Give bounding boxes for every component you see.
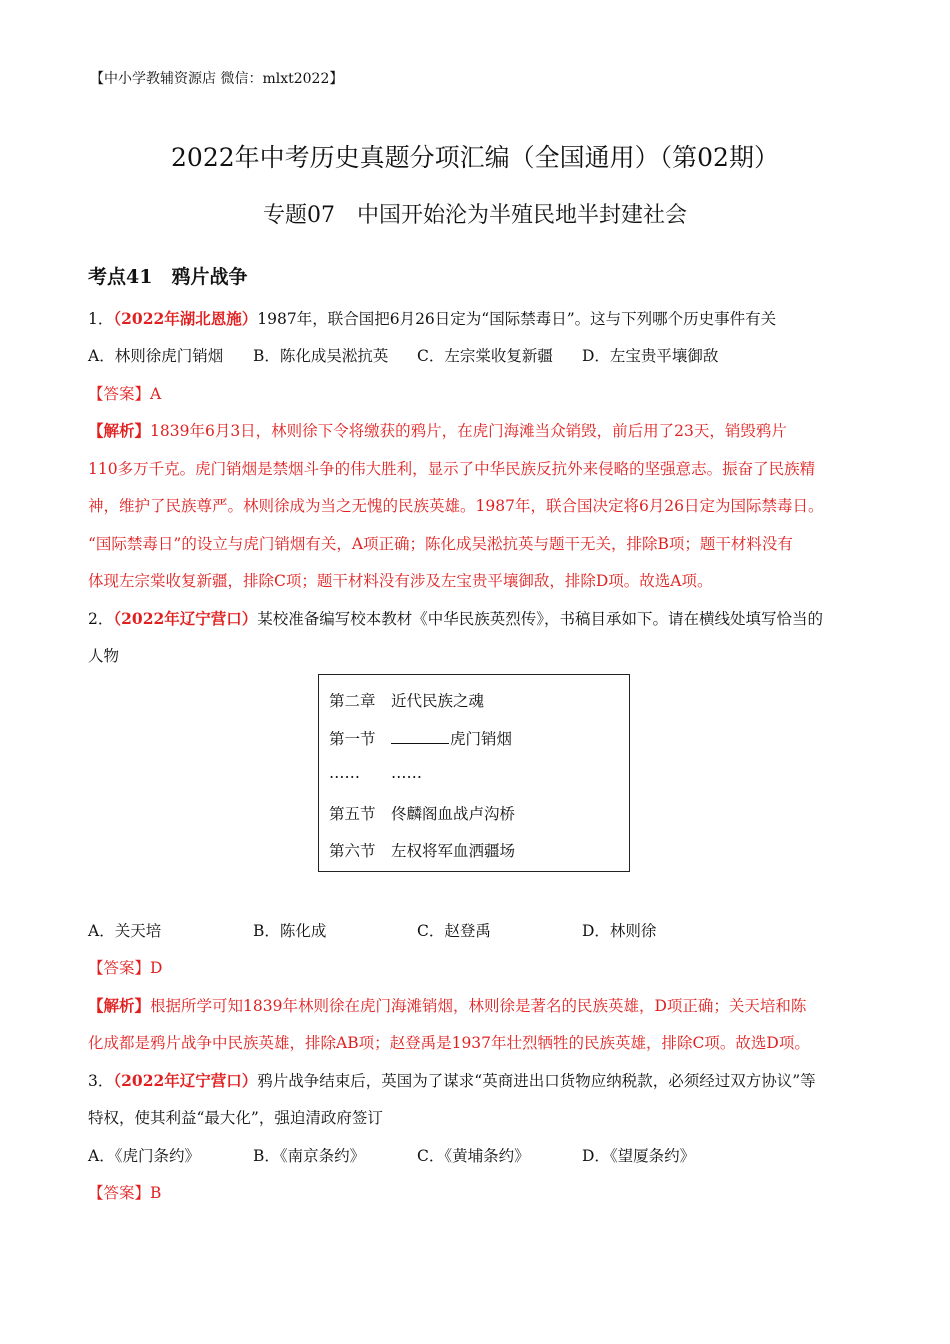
- document-title: 2022年中考历史真题分项汇编（全国通用）（第02期）: [171, 143, 779, 172]
- q2-answer: 【答案】D: [88, 959, 163, 977]
- section-heading: 考点41 鸦片战争: [88, 266, 248, 288]
- q1-source: （2022年湖北恩施）: [113, 309, 258, 328]
- toc-ellipsis-b: ……: [391, 764, 422, 782]
- q1-analysis-line-5: 体现左宗棠收复新疆，排除C项；题干材料没有涉及左宝贵平壤御敌，排除D项。故选A项。: [88, 572, 713, 590]
- q2-option-c: C．赵登禹: [417, 922, 491, 940]
- q2-analysis-line-2: 化成都是鸦片战争中民族英雄，排除AB项；赵登禹是1937年壮烈牺牲的民族英雄，排除C项。故选D项。: [88, 1034, 810, 1052]
- q2-analysis-label: 【解析】: [88, 996, 151, 1015]
- q3-answer: 【答案】B: [88, 1184, 162, 1202]
- q2-option-b: B．陈化成: [253, 922, 327, 940]
- toc-row-2: [329, 727, 512, 749]
- q1-stem: 1987年，联合国把6月26日定为“国际禁毒日”。这与下列哪个历史事件有关: [257, 310, 777, 328]
- q3-option-c: C．《黄埔条约》: [417, 1147, 530, 1165]
- q1-analysis-label: 【解析】: [88, 421, 151, 440]
- q1-option-a: A．林则徐虎门销烟: [88, 347, 224, 365]
- q3-option-b: B．《南京条约》: [253, 1147, 366, 1165]
- q3-stem-1: 鸦片战争结束后，英国为了谋求“英商进出口货物应纳税款，必须经过双方协议”等: [257, 1072, 816, 1090]
- toc-chapter: 第二章: [329, 692, 376, 710]
- q2-stem-1: 某校准备编写校本教材《中华民族英烈传》，书稿目承如下。请在横线处填写恰当的: [257, 610, 824, 628]
- q3-stem-line-1: [88, 1070, 816, 1092]
- toc-section-6-title: 左权将军血洒疆场: [391, 842, 516, 860]
- q3-option-d: D．《望厦条约》: [582, 1147, 696, 1165]
- q1-option-c: C．左宗棠收复新疆: [417, 347, 553, 365]
- q1-number: 1．: [88, 310, 114, 328]
- q2-analysis-line-1: [88, 995, 806, 1017]
- toc-section-5-title: 佟麟阁血战卢沟桥: [391, 805, 516, 823]
- table-of-contents-box: [318, 674, 630, 872]
- toc-row-4: [329, 802, 515, 824]
- q1-answer: 【答案】A: [88, 385, 162, 403]
- toc-section-5: 第五节: [329, 805, 376, 823]
- fill-in-blank[interactable]: [391, 729, 449, 744]
- q1-option-d: D．左宝贵平壤御敌: [582, 347, 719, 365]
- toc-section-1-title: 虎门销烟: [450, 730, 513, 748]
- q2-option-a: A．关天培: [88, 922, 162, 940]
- q1-analysis-line-2: 110多万千克。虎门销烟是禁烟斗争的伟大胜利，显示了中华民族反抗外来侵略的坚强意志。振奋了民族精: [88, 460, 816, 478]
- q2-analysis-text-1: 根据所学可知1839年林则徐在虎门海滩销烟，林则徐是著名的民族英雄，D项正确；关天培和陈: [150, 997, 807, 1015]
- toc-row-5: [329, 839, 515, 861]
- q1-option-b: B．陈化成吴淞抗英: [253, 347, 389, 365]
- q3-options: [88, 1145, 888, 1167]
- q1-analysis-line-3: 神，维护了民族尊严。林则徐成为当之无愧的民族英雄。1987年，联合国决定将6月26日定为国际禁毒日。: [88, 497, 824, 515]
- q1-stem-line: [88, 308, 776, 330]
- q2-number: 2．: [88, 610, 114, 628]
- q3-option-a: A．《虎门条约》: [88, 1147, 200, 1165]
- q1-analysis-text-1: 1839年6月3日，林则徐下令将缴获的鸦片，在虎门海滩当众销毁，前后用了23天，销毁鸦片: [150, 422, 787, 440]
- q3-source: （2022年辽宁营口）: [113, 1071, 258, 1090]
- q2-source: （2022年辽宁营口）: [113, 609, 258, 628]
- toc-section-1: 第一节: [329, 730, 376, 748]
- toc-chapter-title: 近代民族之魂: [391, 692, 485, 710]
- toc-row-3: [329, 764, 422, 782]
- toc-section-6: 第六节: [329, 842, 376, 860]
- q2-stem-line-1: [88, 608, 823, 630]
- q1-analysis-line-1: [88, 420, 787, 442]
- toc-ellipsis-a: ……: [329, 764, 360, 782]
- q3-stem-line-2: 特权，使其利益“最大化”，强迫清政府签订: [88, 1109, 383, 1127]
- q1-analysis-line-4: “国际禁毒日”的设立与虎门销烟有关，A项正确；陈化成吴淞抗英与题干无关，排除B项；题干材料没有: [88, 535, 793, 553]
- q3-number: 3．: [88, 1072, 114, 1090]
- document-subtitle: 专题07 中国开始沦为半殖民地半封建社会: [263, 203, 687, 228]
- q1-options: [88, 345, 888, 367]
- q2-options: [88, 920, 888, 942]
- toc-row-1: [329, 689, 484, 711]
- page-header: 【中小学教辅资源店 微信：mlxt2022】: [90, 71, 344, 87]
- q2-option-d: D．林则徐: [582, 922, 657, 940]
- q2-stem-line-2: 人物: [88, 647, 120, 665]
